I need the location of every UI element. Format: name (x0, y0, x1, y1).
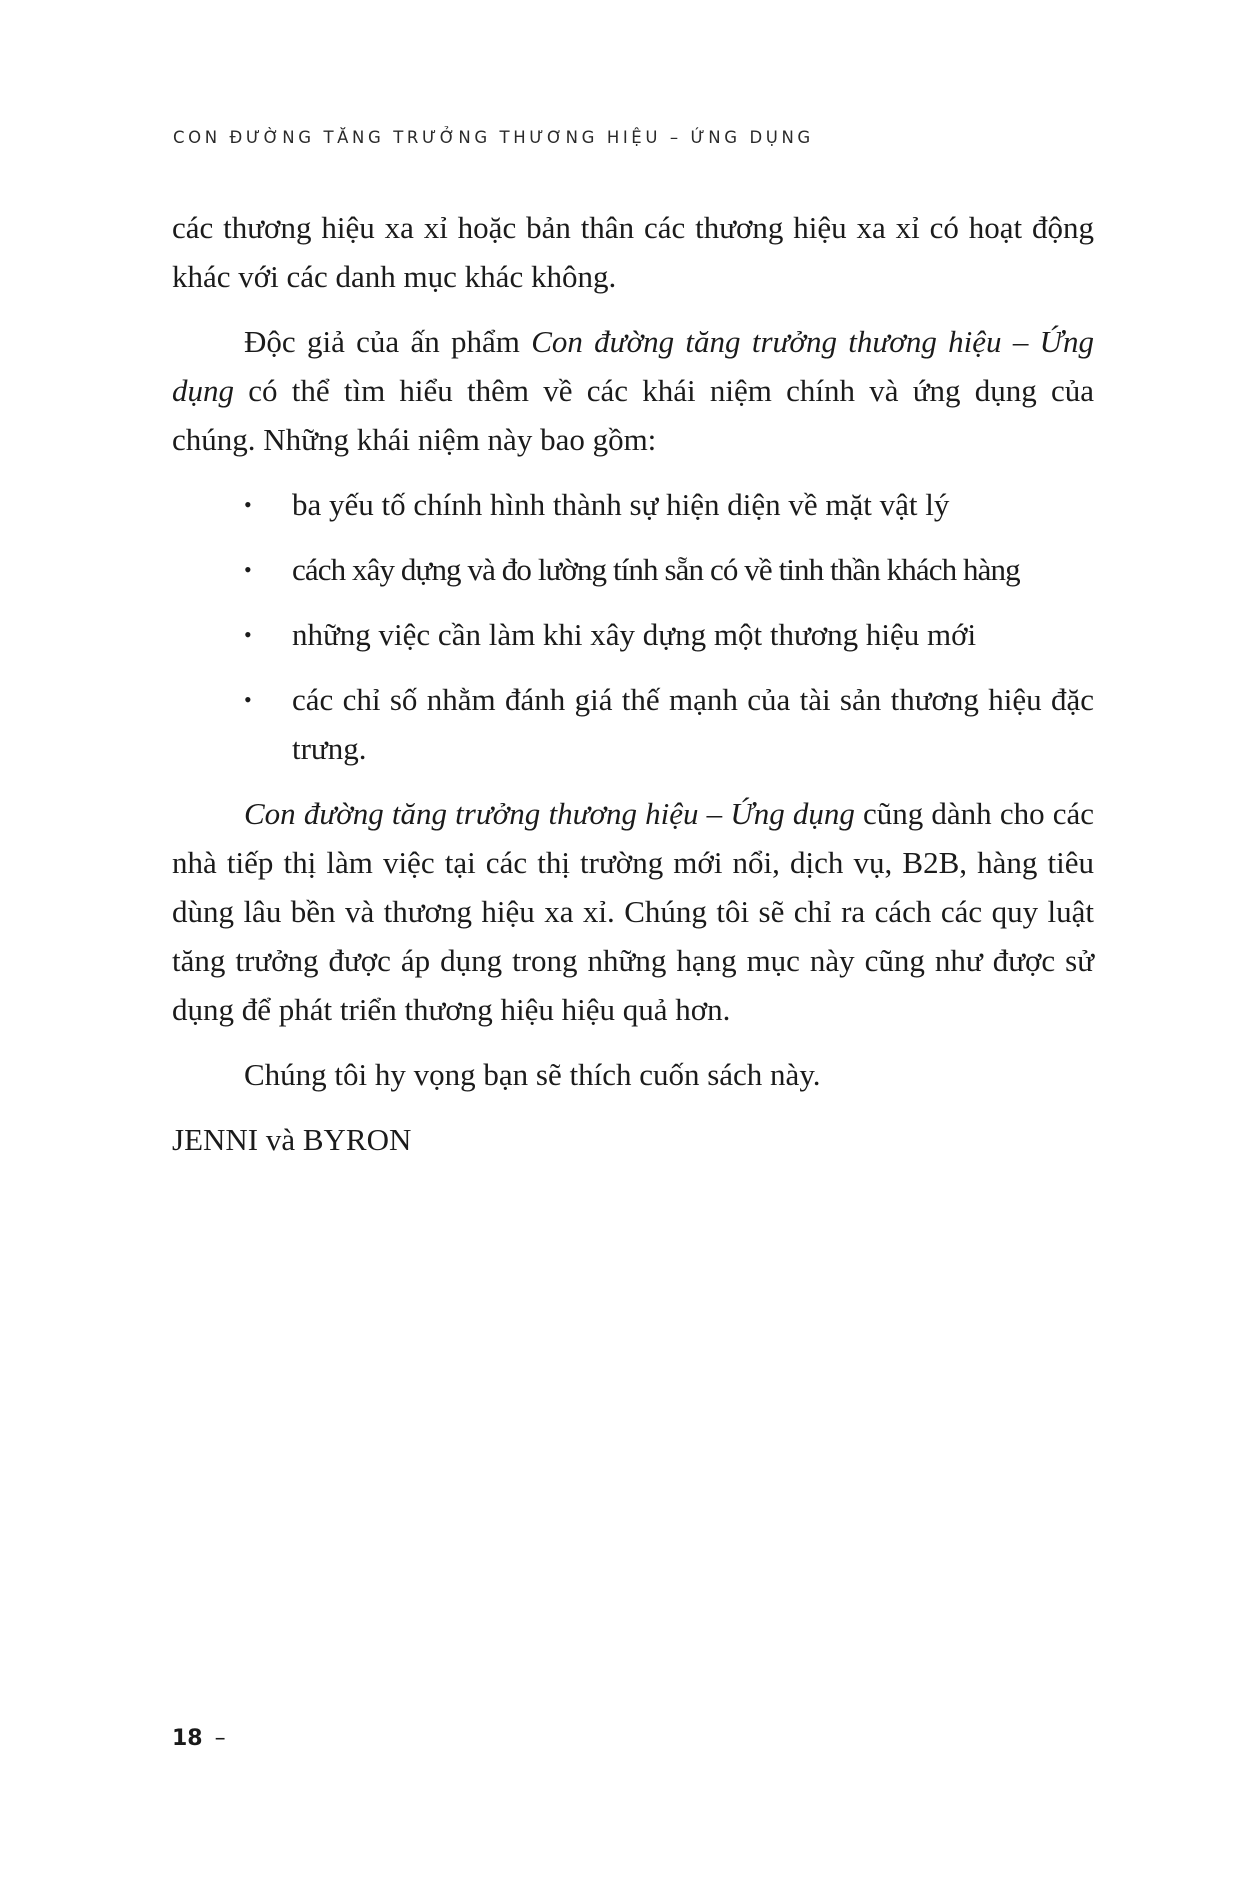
list-item (172, 480, 1094, 529)
list-item-text: những việc cần làm khi xây dựng một thương hiệu mới (292, 617, 977, 652)
book-title-italic: Con đường tăng trưởng thương hiệu – Ứng dụng (172, 324, 1094, 408)
list-item-text: ba yếu tố chính hình thành sự hiện diện về mặt vật lý (292, 487, 950, 522)
concept-list (172, 480, 1094, 773)
bullet-icon: • (244, 492, 252, 517)
page-number: 18 (172, 1726, 203, 1751)
page-folio (172, 1726, 226, 1751)
book-title-italic: Con đường tăng trưởng thương hiệu – Ứng dụng (244, 796, 855, 831)
list-item (172, 545, 1094, 594)
list-item-text: các chỉ số nhằm đánh giá thế mạnh của tài sản thương hiệu đặc trưng. (292, 682, 1094, 766)
paragraph-audience-rest: cũng dành cho các nhà tiếp thị làm việc tại các thị trường mới nổi, dịch vụ, B2B, hàng tiêu dùng lâu bền và thương hiệu xa xỉ. Chúng tôi sẽ chỉ ra cách các quy luật tăng trưởng được áp dụng trong những hạng mục này cũng như được sử dụng để phát triển thương hiệu hiệu quả hơn. (172, 796, 1094, 1027)
list-item (172, 675, 1094, 773)
running-header: CON ĐƯỜNG TĂNG TRƯỞNG THƯƠNG HIỆU – ỨNG DỤNG (173, 128, 814, 147)
paragraph-readers-lead: Độc giả của ấn phẩm (244, 324, 532, 359)
paragraph-readers-rest: có thể tìm hiểu thêm về các khái niệm chính và ứng dụng của chúng. Những khái niệm này bao gồm: (172, 373, 1094, 457)
paragraph-audience (172, 789, 1094, 1034)
paragraph-readers (172, 317, 1094, 464)
list-item (172, 610, 1094, 659)
bullet-icon: • (244, 687, 252, 712)
page-body (172, 203, 1094, 1180)
bullet-icon: • (244, 622, 252, 647)
list-item-text: cách xây dựng và đo lường tính sẵn có về tinh thần khách hàng (292, 552, 1020, 587)
folio-dash: – (214, 1726, 226, 1751)
paragraph-closing: Chúng tôi hy vọng bạn sẽ thích cuốn sách này. (244, 1057, 821, 1092)
paragraph-continuation: các thương hiệu xa xỉ hoặc bản thân các thương hiệu xa xỉ có hoạt động khác với các danh mục khác không. (172, 210, 1094, 294)
bullet-icon: • (244, 557, 252, 582)
author-signature: JENNI và BYRON (172, 1122, 412, 1157)
